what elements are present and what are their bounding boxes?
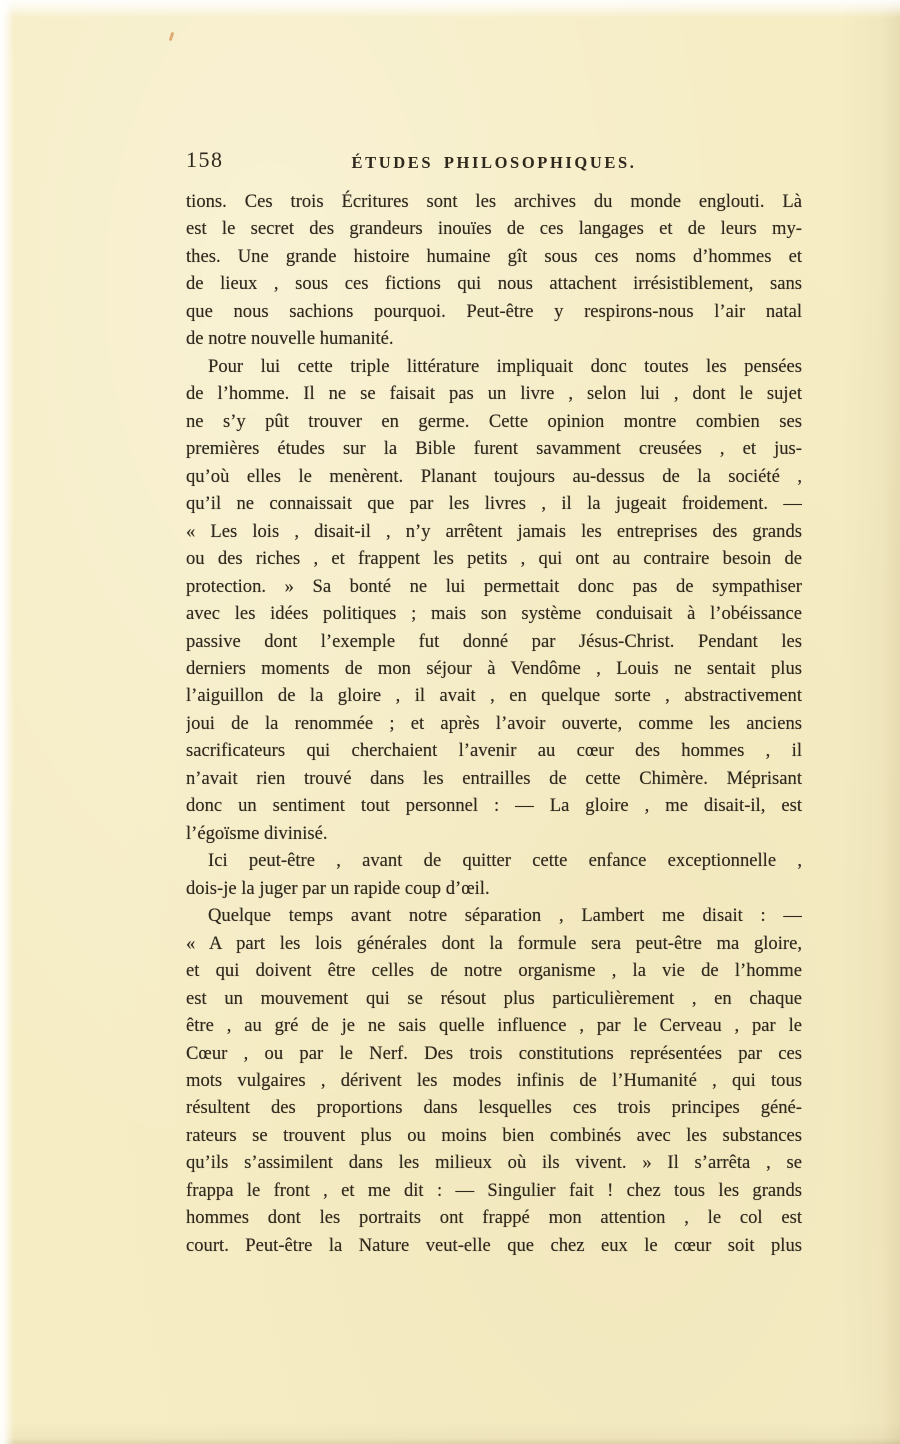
text-line: rateurs se trouvent plus ou moins bien combinés avec les substances: [186, 1124, 802, 1146]
page-number: 158: [186, 147, 224, 172]
text-line: Pour lui cette triple littérature impliquait donc toutes les pensées: [208, 355, 802, 377]
text-line: thes. Une grande histoire humaine gît sous ces noms d’hommes et: [186, 245, 802, 267]
text-line: n’avait rien trouvé dans les entrailles de cette Chimère. Méprisant: [186, 767, 802, 789]
text-line: premières études sur la Bible furent savamment creusées , et jus-: [186, 438, 802, 460]
text-line: derniers moments de mon séjour à Vendôme , Louis ne sentait plus: [186, 657, 802, 679]
text-line: court. Peut-être la Nature veut-elle que chez eux le cœur soit plus: [186, 1234, 802, 1256]
text-line: Quelque temps avant notre séparation , Lambert me disait : —: [208, 905, 802, 927]
text-line: ou des riches , et frappent les petits , qui ont au contraire besoin de: [186, 548, 802, 570]
text-line: « Les lois , disait-il , n’y arrêtent jamais les entreprises des grands: [186, 520, 802, 542]
text-line: de l’homme. Il ne se faisait pas un livre , selon lui , dont le sujet: [186, 383, 802, 405]
paper-speck: [169, 32, 175, 41]
text-line: tions. Ces trois Écritures sont les archives du monde englouti. Là: [186, 191, 802, 212]
running-header: ÉTUDES PHILOSOPHIQUES.: [351, 153, 637, 172]
text-line: être , au gré de je ne sais quelle influence , par le Cerveau , par le: [186, 1015, 802, 1037]
text-line: que nous sachions pourquoi. Peut-être y respirons-nous l’air natal: [186, 300, 802, 322]
text-line: frappa le front , et me dit : — Singulier fait ! chez tous les grands: [186, 1179, 802, 1201]
text-line: résultent des proportions dans lesquelles ces trois principes géné-: [186, 1097, 802, 1119]
text-line: « A part les lois générales dont la formule sera peut-être ma gloire,: [186, 932, 802, 954]
text-line: sacrificateurs qui cherchaient l’avenir au cœur des hommes , il: [186, 740, 802, 762]
text-line: mots vulgaires , dérivent les modes infinis de l’Humanité , qui tous: [186, 1070, 802, 1091]
text-line: qu’ils s’assimilent dans les milieux où ils vivent. » Il s’arrêta , se: [186, 1152, 802, 1174]
text-line: qu’il ne connaissait que par les livres , il la jugeait froidement. —: [186, 493, 802, 515]
text-line: dois-je la juger par un rapide coup d’œil.: [186, 877, 490, 899]
text-line: l’aiguillon de la gloire , il avait , en quelque sorte , abstractivement: [186, 685, 802, 707]
text-line: qu’où elles le menèrent. Planant toujours au-dessus de la société ,: [186, 465, 802, 487]
text-line: l’égoïsme divinisé.: [186, 822, 328, 844]
text-line: et qui doivent être celles de notre organisme , la vie de l’homme: [186, 960, 802, 982]
text-line: est un mouvement qui se résout plus particulièrement , en chaque: [186, 987, 802, 1009]
text-line: Cœur , ou par le Nerf. Des trois constitutions représentées par ces: [186, 1042, 802, 1064]
text-line: ne s’y pût trouver en germe. Cette opinion montre combien ses: [186, 410, 802, 432]
text-line: de notre nouvelle humanité.: [186, 328, 394, 350]
text-line: donc un sentiment tout personnel : — La gloire , me disait-il, est: [186, 795, 802, 817]
text-line: de lieux , sous ces fictions qui nous attachent irrésistiblement, sans: [186, 273, 802, 295]
text-line: avec les idées politiques ; mais son système conduisait à l’obéissance: [186, 603, 802, 625]
text-line: hommes dont les portraits ont frappé mon attention , le col est: [186, 1207, 802, 1229]
text-line: est le secret des grandeurs inouïes de ces langages et de leurs my-: [186, 218, 802, 240]
text-line: passive dont l’exemple fut donné par Jésus-Christ. Pendant les: [186, 630, 802, 652]
text-line: joui de la renommée ; et après l’avoir ouverte, comme les anciens: [186, 712, 802, 734]
text-block: [186, 188, 802, 1259]
text-line: Ici peut-être , avant de quitter cette enfance exceptionnelle ,: [208, 850, 802, 872]
text-line: protection. » Sa bonté ne lui permettait donc pas de sympathiser: [186, 575, 802, 597]
